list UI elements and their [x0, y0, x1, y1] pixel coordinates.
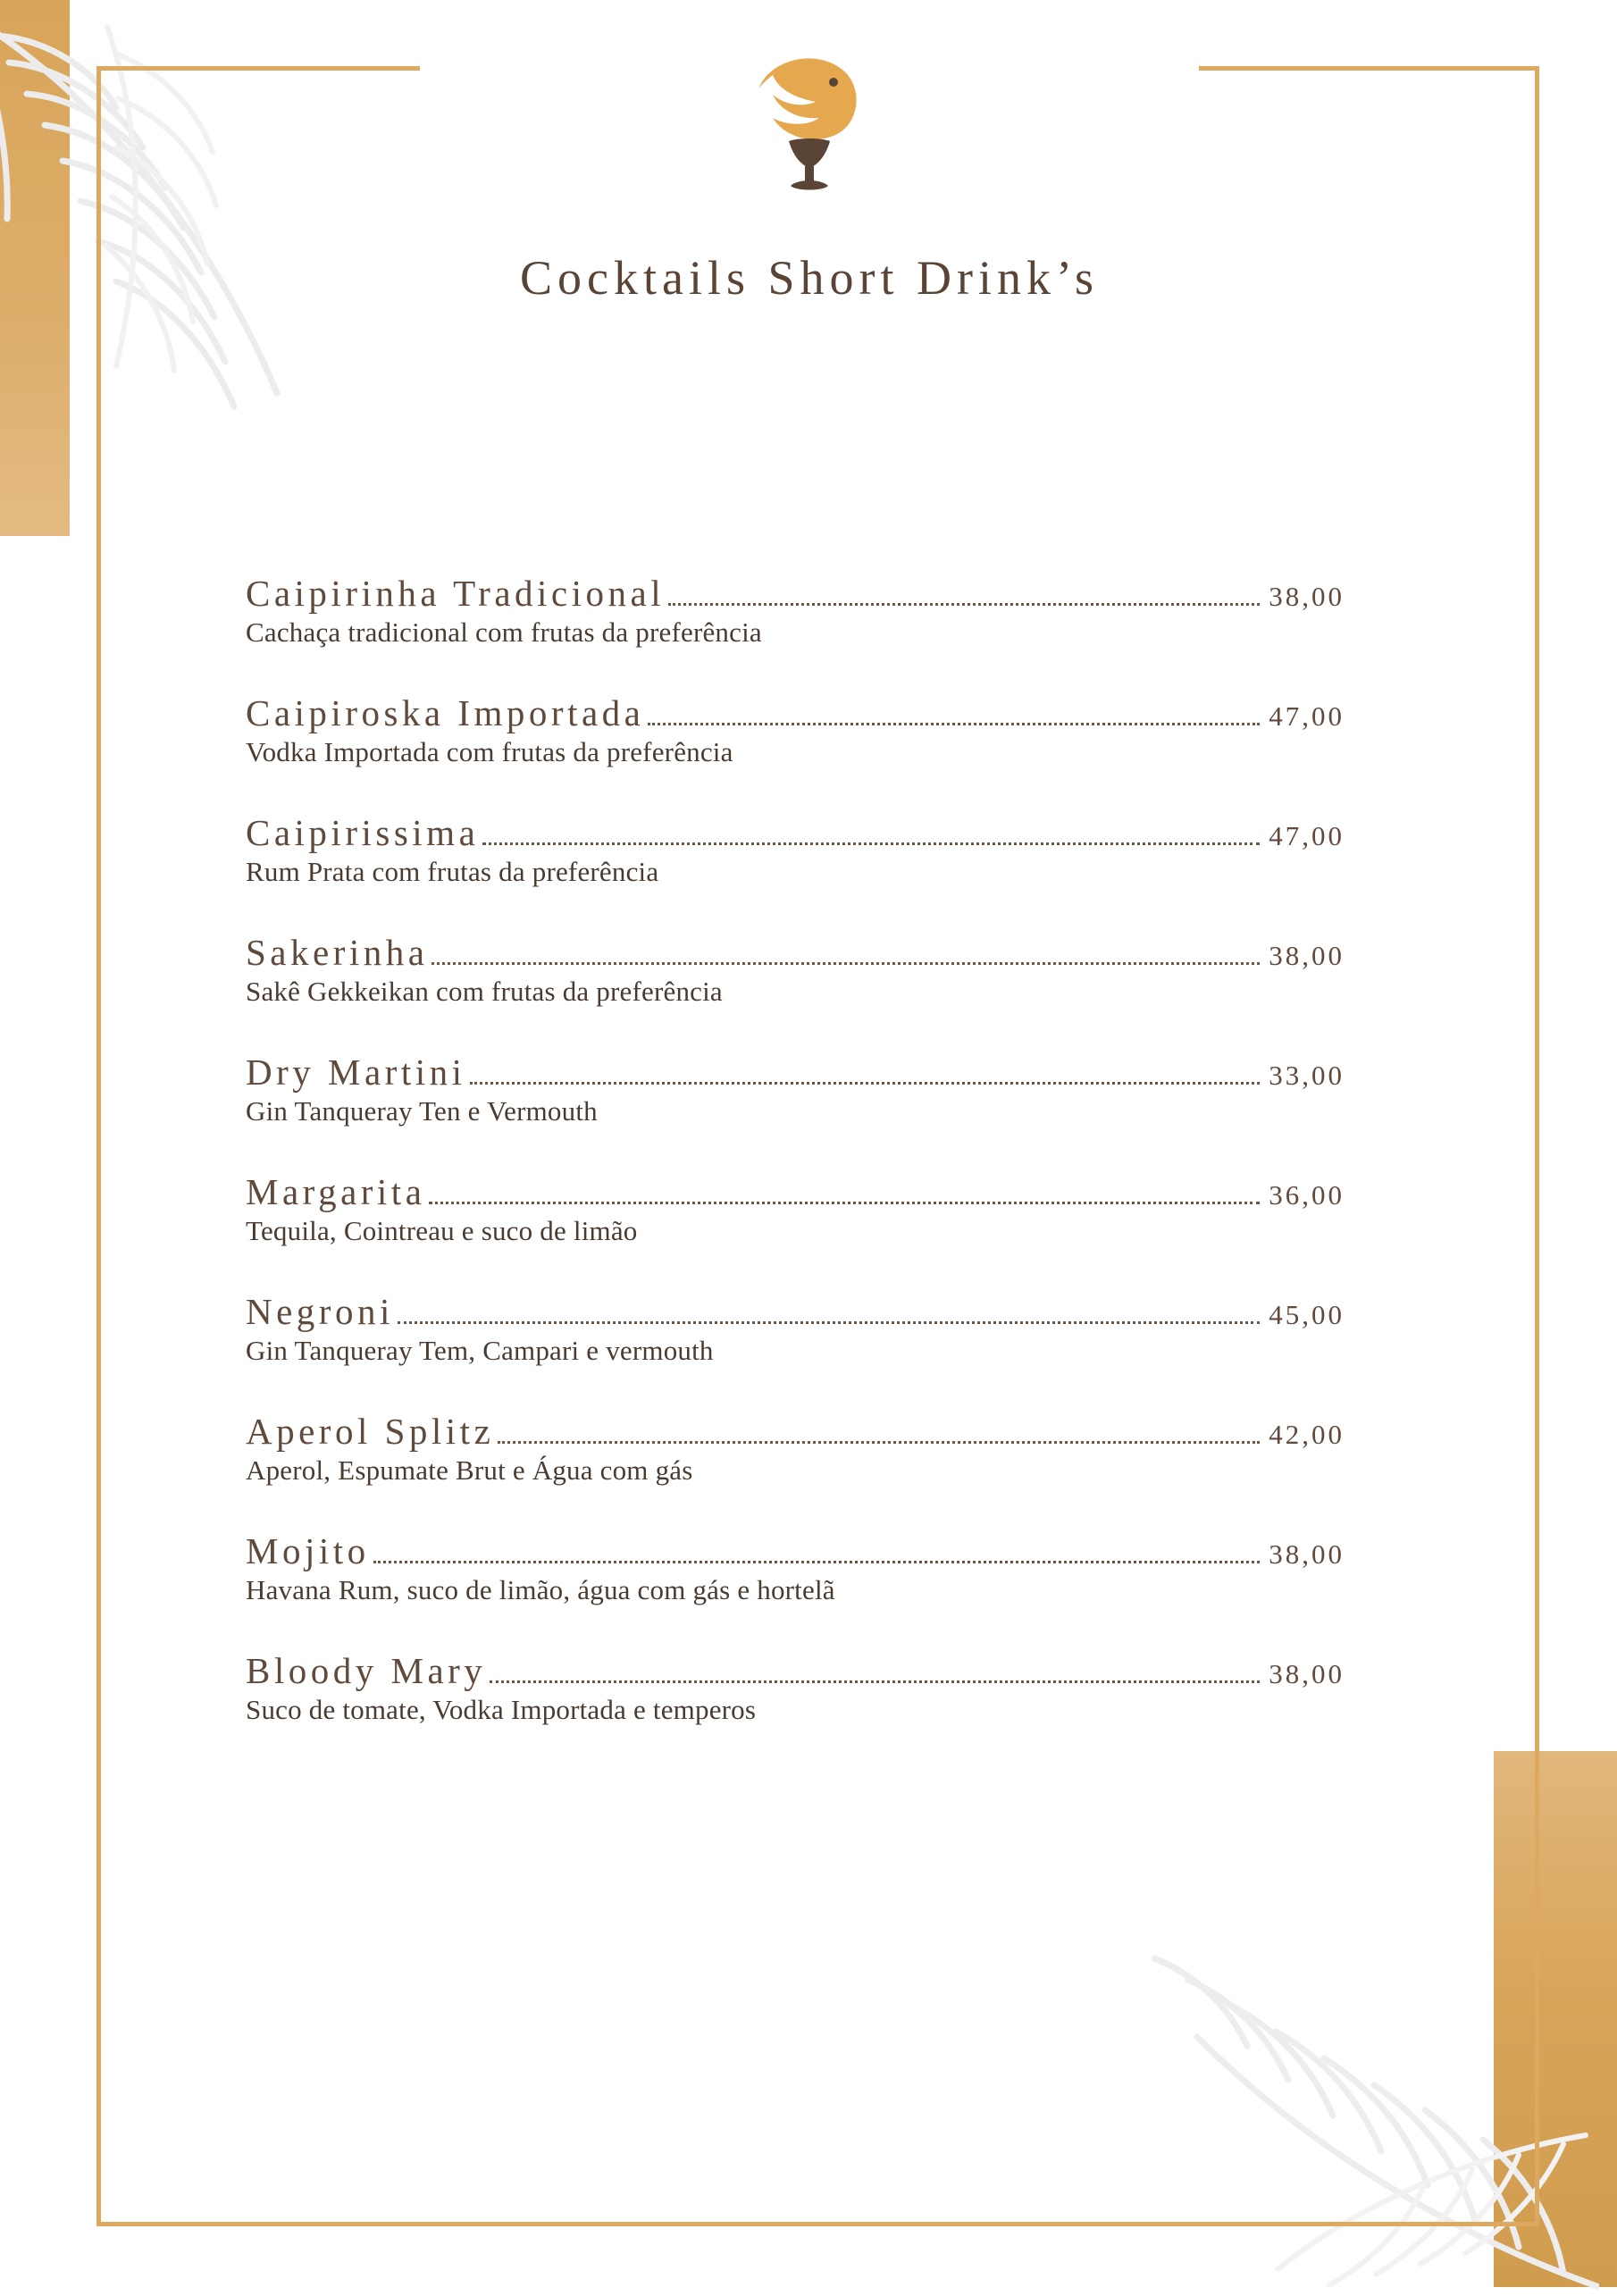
list-item [246, 572, 1345, 649]
item-description: Gin Tanqueray Ten e Vermouth [246, 1095, 598, 1127]
item-name: Mojito [246, 1530, 370, 1571]
list-item [246, 1290, 1345, 1367]
title-card [420, 0, 1199, 443]
item-price: 45,00 [1269, 1299, 1345, 1330]
leader-dots [373, 1560, 1261, 1563]
list-item [246, 1410, 1345, 1487]
item-price: 47,00 [1269, 700, 1345, 732]
leader-dots [498, 1440, 1260, 1444]
item-description: Suco de tomate, Vodka Importada e temperos [246, 1694, 757, 1725]
item-description: Gin Tanqueray Tem, Campari e vermouth [246, 1335, 714, 1366]
item-description: Havana Rum, suco de limão, água com gás e hortelã [246, 1574, 835, 1605]
item-price: 38,00 [1269, 581, 1345, 612]
item-description: Rum Prata com frutas da preferência [246, 856, 659, 887]
item-name: Caipiroska Importada [246, 692, 645, 733]
item-description: Cachaça tradicional com frutas da preferência [246, 616, 762, 648]
item-price: 38,00 [1269, 1538, 1345, 1570]
item-name: Dry Martini [246, 1052, 466, 1093]
leader-dots [490, 1680, 1260, 1683]
item-name: Caipirissima [246, 812, 480, 853]
item-description: Tequila, Cointreau e suco de limão [246, 1215, 638, 1246]
item-description: Sakê Gekkeikan com frutas da preferência [246, 976, 723, 1007]
list-item [246, 811, 1345, 888]
leader-dots [648, 722, 1260, 725]
list-item [246, 931, 1345, 1008]
corner-block-top-left [0, 0, 70, 536]
item-price: 47,00 [1269, 820, 1345, 851]
item-price: 42,00 [1269, 1419, 1345, 1450]
item-description: Vodka Importada com frutas da preferência [246, 736, 733, 767]
leader-dots [398, 1320, 1260, 1324]
item-name: Margarita [246, 1171, 426, 1212]
item-name: Sakerinha [246, 932, 429, 973]
leader-dots [470, 1081, 1261, 1085]
item-name: Caipirinha Tradicional [246, 573, 666, 614]
item-name: Aperol Splitz [246, 1411, 495, 1452]
item-description: Aperol, Espumate Brut e Água com gás [246, 1454, 693, 1486]
item-price: 36,00 [1269, 1179, 1345, 1211]
leader-dots [668, 602, 1260, 606]
item-price: 38,00 [1269, 1658, 1345, 1689]
list-item [246, 691, 1345, 768]
menu-list [246, 572, 1345, 1769]
leader-dots [482, 842, 1260, 845]
fish-and-cup-logo-icon [733, 43, 885, 213]
leader-dots [431, 961, 1260, 965]
item-price: 38,00 [1269, 940, 1345, 971]
item-name: Bloody Mary [246, 1650, 487, 1691]
list-item [246, 1051, 1345, 1127]
item-name: Negroni [246, 1291, 394, 1332]
item-price: 33,00 [1269, 1060, 1345, 1091]
leader-dots [429, 1201, 1260, 1204]
list-item [246, 1649, 1345, 1726]
page-title: Cocktails Short Drink’s [520, 251, 1099, 305]
list-item [246, 1170, 1345, 1247]
list-item [246, 1529, 1345, 1606]
